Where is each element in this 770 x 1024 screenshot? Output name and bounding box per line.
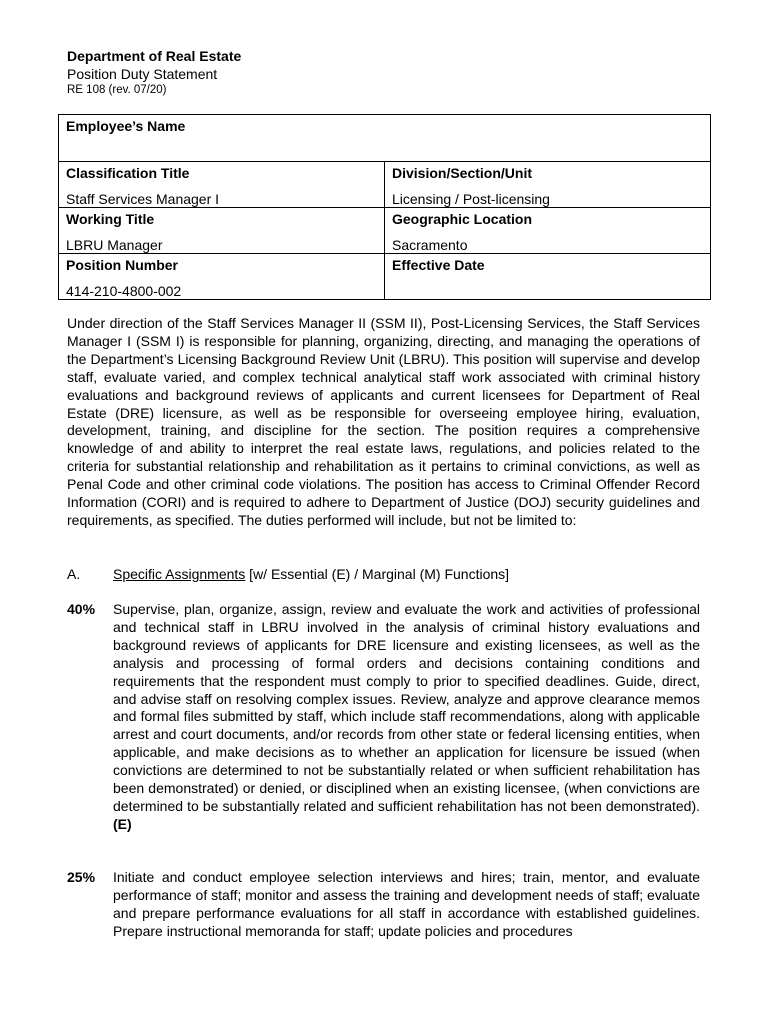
- effective-date-label: Effective Date: [392, 257, 485, 273]
- division-cell: [385, 162, 711, 208]
- classification-cell: [59, 162, 385, 208]
- effective-date-cell: [385, 254, 711, 300]
- table-row: [59, 162, 711, 208]
- duty-percent: 40%: [67, 601, 96, 617]
- form-number: RE 108 (rev. 07/20): [67, 84, 167, 96]
- table-row: [59, 254, 711, 300]
- position-number-label: Position Number: [66, 257, 179, 273]
- working-title-label: Working Title: [66, 211, 155, 227]
- classification-label: Classification Title: [66, 165, 190, 181]
- section-title: Specific Assignments: [113, 566, 246, 582]
- position-info-table: [58, 114, 711, 300]
- document-header: [67, 47, 711, 98]
- table-row: [59, 208, 711, 254]
- duty-text: Initiate and conduct employee selection interviews and hires; train, mentor, and evaluate performance of staff; monitor and assess the training and development needs of staff; evaluate and prepare performance evaluations for all staff in accordance with established guidelines. Prepare instructional memoranda for staff; update policies and procedures: [113, 869, 700, 939]
- duty-percent: 25%: [67, 869, 96, 885]
- position-number-value: 414-210-4800-002: [66, 283, 182, 299]
- document-subtitle: Position Duty Statement: [67, 66, 218, 82]
- employee-name-cell: [59, 115, 711, 162]
- duty-text-container: [113, 869, 700, 941]
- table-row: [59, 115, 711, 162]
- duty-item: [67, 869, 700, 941]
- intro-paragraph: Under direction of the Staff Services Manager II (SSM II), Post-Licensing Services, the Staff Services Manager I (SSM I) is responsible for planning, organizing, directing, and managing the operations of the Department’s Licensing Background Review Unit (LBRU). This position will supervise and develop staff, evaluate varied, and complex technical analytical staff work associated with criminal history evaluations and background reviews of applicants and current licensees for Department of Real Estate (DRE) licensure, as well as be responsible for overseeing employee hiring, evaluation, development, training, and discipline for the section. The position requires a comprehensive knowledge of and ability to interpret the real estate laws, regulations, and policies related to the criteria for substantial relationship and rehabilitation as it pertains to criminal convictions, as well as Penal Code and other criminal code violations. The position has access to Criminal Offender Record Information (CORI) and is required to adhere to Department of Justice (DOJ) security guidelines and requirements, as specified. The duties performed will include, but not be limited to:: [67, 315, 700, 528]
- section-suffix: [w/ Essential (E) / Marginal (M) Functions]: [245, 566, 510, 582]
- position-number-cell: [59, 254, 385, 300]
- location-cell: [385, 208, 711, 254]
- working-title-cell: [59, 208, 385, 254]
- division-value: Licensing / Post-licensing: [392, 191, 550, 207]
- duty-function-mark: (E): [113, 815, 132, 832]
- location-label: Geographic Location: [392, 211, 533, 227]
- duty-text: Supervise, plan, organize, assign, review and evaluate the work and activities of professional and technical staff in LBRU involved in the analysis of criminal history evaluations and background reviews of applicants for DRE licensure and existing licensees, as well as the analysis and processing of formal orders and decisions containing conditions and requirements that the respondent must comply to prior to specified deadlines. Guide, direct, and advise staff on resolving complex issues. Review, analyze and approve clearance memos and formal files submitted by staff, which include staff recommendations, along with applicable arrest and court documents, and/or records from other state or federal licensing entities, when applicable, and make decisions as to whether an application for licensure be issued (when convictions are determined to not be substantially related or when sufficient rehabilitation has been demonstrated) or denied, or disciplined when an existing licensee, (when convictions are determined to be substantially related and sufficient rehabilitation has not been demonstrated).: [113, 601, 700, 814]
- department-name: Department of Real Estate: [67, 48, 242, 64]
- section-letter: A.: [67, 566, 81, 582]
- working-title-value: LBRU Manager: [66, 237, 163, 253]
- division-label: Division/Section/Unit: [392, 165, 533, 181]
- section-a-heading: [67, 565, 700, 583]
- classification-value: Staff Services Manager I: [66, 191, 220, 207]
- employee-name-label: Employee’s Name: [66, 118, 186, 134]
- duty-text-container: [113, 601, 700, 834]
- location-value: Sacramento: [392, 237, 468, 253]
- duty-item: [67, 601, 700, 834]
